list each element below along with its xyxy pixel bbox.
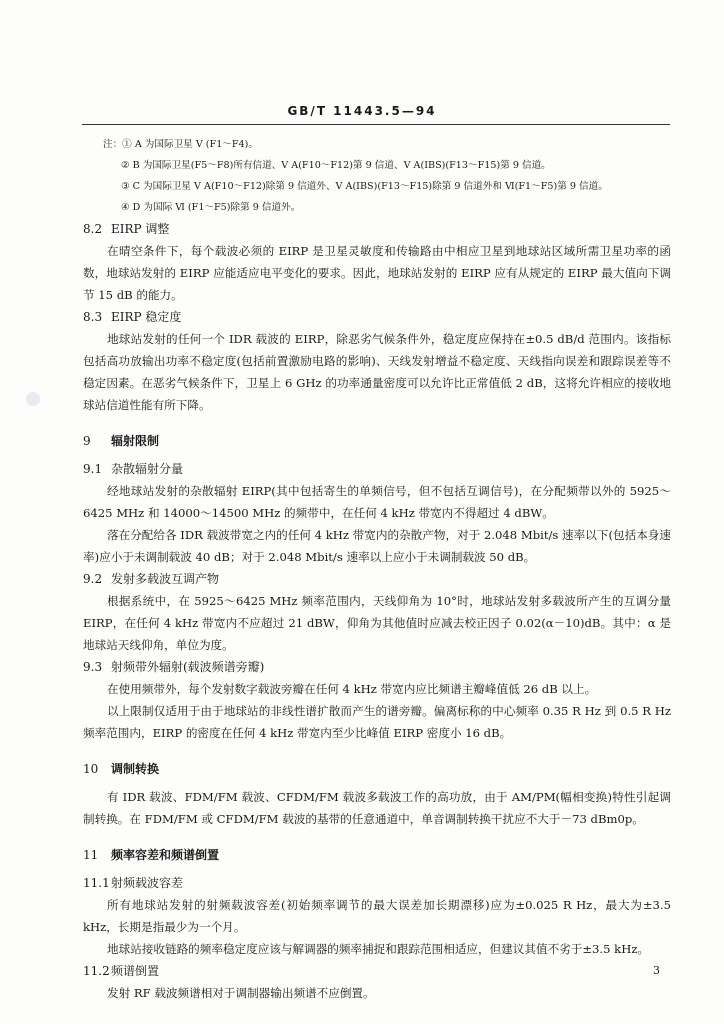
page-number: 3: [653, 964, 660, 977]
section-heading: [83, 430, 671, 452]
section-heading: [83, 844, 671, 866]
document-body: [83, 134, 671, 1004]
section-number: 11.1: [83, 876, 110, 890]
section-number: 9.1: [83, 462, 103, 476]
section-title: 射频载波容差: [111, 876, 184, 890]
body-paragraph: 在使用频带外，每个发射数字载波旁瓣在任何 4 kHz 带宽内应比频谱主瓣峰值低 26 dB 以上。: [107, 682, 597, 696]
section-heading: [83, 960, 671, 982]
section-title: 辐射限制: [111, 434, 160, 448]
standard-number-header: GB/T 11443.5—94: [287, 104, 437, 118]
section-title: 调制转换: [111, 762, 160, 776]
section-number: 11: [83, 848, 99, 862]
section-heading: [83, 758, 671, 780]
body-paragraph: 在晴空条件下，每个载波必须的 EIRP 是卫星灵敏度和传输路由中相应卫星到地球站区域所需卫星功率的函数，地球站发射的 EIRP 应能适应电平变化的要求。因此，地球站发射的 EIRP 应有从规定的 EIRP 最大值向下调节 15 dB 的能力。: [83, 244, 671, 302]
section-title: 杂散辐射分量: [111, 462, 184, 476]
header-rule: [82, 124, 670, 125]
section-heading: [83, 656, 671, 678]
note-line: ② B 为国际卫星(F5～F8)所有信道、V A(F10～F12)第 9 信道、V A(IBS)(F13～F15)第 9 信道。: [121, 160, 551, 171]
section-number: 8.3: [83, 310, 103, 324]
margin-stamp-mark: [26, 392, 40, 406]
section-title: 频率容差和频谱倒置: [111, 848, 220, 862]
section-number: 10: [83, 762, 99, 776]
section-title: EIRP 稳定度: [111, 310, 182, 324]
body-paragraph: 地球站接收链路的频率稳定度应该与解调器的频率捕捉和跟踪范围相适应，但建议其值不劣于±3.5 kHz。: [107, 942, 650, 956]
sections-container: [83, 218, 671, 1004]
body-paragraph: 以上限制仅适用于由于地球站的非线性谱扩散而产生的谱旁瓣。偏离标称的中心频率 0.35 R Hz 到 0.5 R Hz 频率范围内，EIRP 的密度在任何 4 kHz 带宽内至少比峰值 EIRP 密度小 16 dB。: [83, 704, 671, 740]
section-heading: [83, 568, 671, 590]
section-number: 11.2: [83, 964, 110, 978]
section-title: 发射多载波互调产物: [111, 572, 220, 586]
body-paragraph: 落在分配给各 IDR 载波带宽之内的任何 4 kHz 带宽内的杂散产物，对于 2.048 Mbit/s 速率以下(包括本身速率)应小于未调制载波 40 dB；对于 2.048 Mbit/s 速率以上应小于未调制载波 50 dB。: [83, 528, 671, 564]
body-paragraph: 地球站发射的任何一个 IDR 载波的 EIRP，除恶劣气候条件外，稳定度应保持在±0.5 dB/d 范围内。该指标包括高功放输出功率不稳定度(包括前置激励电路的影响)、天线发射增益不稳定度、天线指向误差和跟踪误差等不稳定因素。在恶劣气候条件下，卫星上 6 GHz 的功率通量密度可以允许比正常值低 2 dB，这将允许相应的接收地球站信道性能有所下降。: [83, 332, 671, 412]
body-paragraph: 经地球站发射的杂散辐射 EIRP(其中包括寄生的单频信号，但不包括互调信号)，在分配频带以外的 5925～6425 MHz 和 14000～14500 MHz 的频带中，在任何 4 kHz 带宽内不得超过 4 dBW。: [83, 484, 671, 520]
section-title: 频谱倒置: [111, 964, 160, 978]
notes-block: [83, 134, 671, 218]
section-number: 9: [83, 434, 91, 448]
body-paragraph: 有 IDR 载波、FDM/FM 载波、CFDM/FM 载波多载波工作的高功放，由于 AM/PM(幅相变换)特性引起调制转换。在 FDM/FM 或 CFDM/FM 载波的基带的任意通道中，单音调制转换干扰应不大于－73 dBm0p。: [83, 790, 671, 826]
section-heading: [83, 306, 671, 328]
section-number: 8.2: [83, 222, 103, 236]
body-paragraph: 根据系统中，在 5925～6425 MHz 频率范围内，天线仰角为 10°时，地球站发射多载波所产生的互调分量 EIRP，在任何 4 kHz 带宽内不应超过 21 dBW，仰角为其他值时应减去校正因子 0.02(α－10)dB。其中：α 是地球站天线仰角，单位为度。: [83, 594, 671, 652]
section-title: EIRP 调整: [111, 222, 170, 236]
note-line: 注：① A 为国际卫星 V (F1～F4)。: [103, 139, 258, 150]
section-number: 9.2: [83, 572, 103, 586]
section-number: 9.3: [83, 660, 103, 674]
section-heading: [83, 218, 671, 240]
body-paragraph: 发射 RF 载波频谱相对于调制器输出频谱不应倒置。: [107, 986, 375, 1000]
note-line: ③ C 为国际卫星 V A(F10～F12)除第 9 信道外、V A(IBS)(F13～F15)除第 9 信道外和 Ⅵ(F1～F5)第 9 信道。: [121, 181, 608, 192]
section-heading: [83, 458, 671, 480]
note-line: ④ D 为国际 Ⅵ (F1～F5)除第 9 信道外。: [121, 202, 301, 213]
section-heading: [83, 872, 671, 894]
section-title: 射频带外辐射(载波频谱旁瓣): [111, 660, 265, 674]
body-paragraph: 所有地球站发射的射频载波容差(初始频率调节的最大误差加长期漂移)应为±0.025 R Hz，最大为±3.5 kHz，长期是指最少为一个月。: [83, 898, 671, 934]
